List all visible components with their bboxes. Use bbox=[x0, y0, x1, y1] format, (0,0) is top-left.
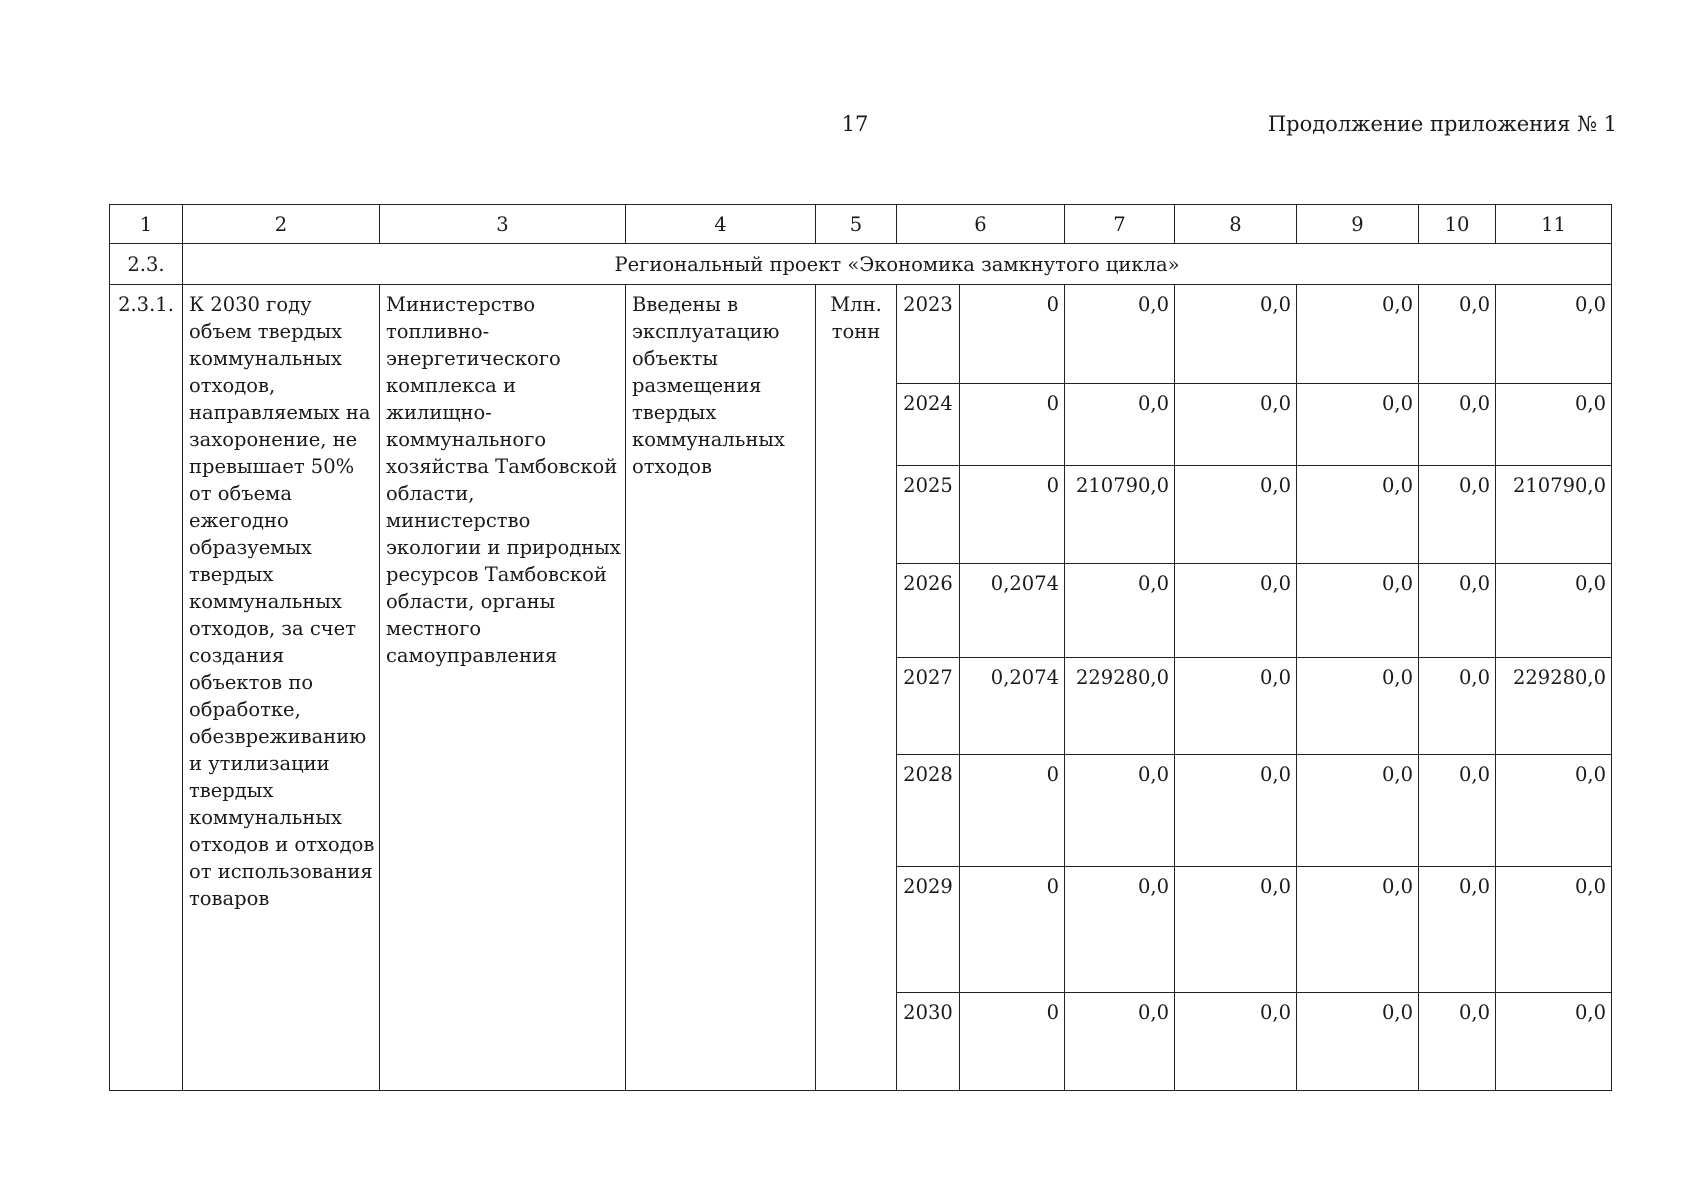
indicator-text: К 2030 году объем твердых коммунальных отходов, направляемых на захоронение, не превышает 50% от объема ежегодно образуемых твердых коммунальных отходов, за счет создания объектов по обработке, обезвреживанию и утилизации твердых коммунальных отходов и отходов от использования товаров bbox=[183, 285, 380, 1091]
year-cell: 2023 bbox=[897, 285, 960, 384]
value-cell: 0,0 bbox=[1065, 755, 1175, 867]
value-cell: 0,0 bbox=[1419, 466, 1496, 564]
column-header: 1 bbox=[110, 205, 183, 244]
year-cell: 2024 bbox=[897, 384, 960, 466]
column-header: 9 bbox=[1297, 205, 1419, 244]
value-cell: 0,0 bbox=[1065, 867, 1175, 993]
value-cell: 0 bbox=[960, 466, 1065, 564]
year-cell: 2030 bbox=[897, 993, 960, 1091]
value-cell: 210790,0 bbox=[1065, 466, 1175, 564]
value-cell: 0,0 bbox=[1065, 285, 1175, 384]
column-header: 11 bbox=[1496, 205, 1612, 244]
value-cell: 210790,0 bbox=[1496, 466, 1612, 564]
column-header: 8 bbox=[1175, 205, 1297, 244]
value-cell: 0,0 bbox=[1297, 867, 1419, 993]
value-cell: 0,0 bbox=[1175, 285, 1297, 384]
section-title: Региональный проект «Экономика замкнутого цикла» bbox=[183, 244, 1612, 285]
value-cell: 0,0 bbox=[1419, 755, 1496, 867]
value-cell: 0,0 bbox=[1419, 564, 1496, 658]
page-number: 17 bbox=[841, 112, 869, 136]
value-cell: 0,0 bbox=[1496, 867, 1612, 993]
value-cell: 0 bbox=[960, 285, 1065, 384]
page-header: Продолжение приложения № 1 bbox=[1267, 112, 1617, 136]
column-header: 4 bbox=[626, 205, 816, 244]
value-cell: 0,0 bbox=[1065, 564, 1175, 658]
section-code: 2.3. bbox=[110, 244, 183, 285]
value-cell: 0,0 bbox=[1175, 867, 1297, 993]
value-cell: 229280,0 bbox=[1065, 658, 1175, 755]
column-header: 2 bbox=[183, 205, 380, 244]
value-cell: 0,0 bbox=[1175, 658, 1297, 755]
value-cell: 0,0 bbox=[1496, 384, 1612, 466]
value-cell: 0,0 bbox=[1175, 466, 1297, 564]
year-cell: 2027 bbox=[897, 658, 960, 755]
column-header-row bbox=[110, 205, 1612, 244]
value-cell: 0,2074 bbox=[960, 564, 1065, 658]
value-cell: 0,0 bbox=[1297, 285, 1419, 384]
value-cell: 0,0 bbox=[1496, 755, 1612, 867]
value-cell: 229280,0 bbox=[1496, 658, 1612, 755]
year-cell: 2029 bbox=[897, 867, 960, 993]
value-cell: 0,0 bbox=[1175, 384, 1297, 466]
value-cell: 0,0 bbox=[1419, 285, 1496, 384]
item-code: 2.3.1. bbox=[110, 285, 183, 1091]
value-cell: 0,0 bbox=[1065, 993, 1175, 1091]
value-cell: 0 bbox=[960, 993, 1065, 1091]
year-cell: 2028 bbox=[897, 755, 960, 867]
data-table bbox=[109, 204, 1612, 1091]
value-cell: 0,0 bbox=[1496, 993, 1612, 1091]
year-cell: 2026 bbox=[897, 564, 960, 658]
table-row bbox=[110, 285, 1612, 384]
value-cell: 0,0 bbox=[1175, 755, 1297, 867]
value-cell: 0,2074 bbox=[960, 658, 1065, 755]
responsible-text: Министерство топливно-энергетического комплекса и жилищно-коммунального хозяйства Тамбовской области, министерство экологии и природных ресурсов Тамбовской области, органы местного самоуправления bbox=[380, 285, 626, 1091]
value-cell: 0,0 bbox=[1419, 867, 1496, 993]
value-cell: 0 bbox=[960, 755, 1065, 867]
value-cell: 0,0 bbox=[1297, 466, 1419, 564]
value-cell: 0,0 bbox=[1496, 564, 1612, 658]
unit-text: Млн. тонн bbox=[816, 285, 897, 1091]
value-cell: 0,0 bbox=[1496, 285, 1612, 384]
value-cell: 0,0 bbox=[1297, 658, 1419, 755]
value-cell: 0,0 bbox=[1419, 658, 1496, 755]
value-cell: 0,0 bbox=[1419, 993, 1496, 1091]
value-cell: 0 bbox=[960, 867, 1065, 993]
value-cell: 0,0 bbox=[1419, 384, 1496, 466]
column-header: 10 bbox=[1419, 205, 1496, 244]
value-cell: 0 bbox=[960, 384, 1065, 466]
value-cell: 0,0 bbox=[1065, 384, 1175, 466]
value-cell: 0,0 bbox=[1297, 564, 1419, 658]
column-header: 6 bbox=[897, 205, 1065, 244]
year-cell: 2025 bbox=[897, 466, 960, 564]
column-header: 5 bbox=[816, 205, 897, 244]
section-row bbox=[110, 244, 1612, 285]
value-cell: 0,0 bbox=[1297, 384, 1419, 466]
result-text: Введены в эксплуатацию объекты размещения твердых коммунальных отходов bbox=[626, 285, 816, 1091]
value-cell: 0,0 bbox=[1297, 993, 1419, 1091]
value-cell: 0,0 bbox=[1175, 993, 1297, 1091]
column-header: 7 bbox=[1065, 205, 1175, 244]
value-cell: 0,0 bbox=[1297, 755, 1419, 867]
value-cell: 0,0 bbox=[1175, 564, 1297, 658]
column-header: 3 bbox=[380, 205, 626, 244]
